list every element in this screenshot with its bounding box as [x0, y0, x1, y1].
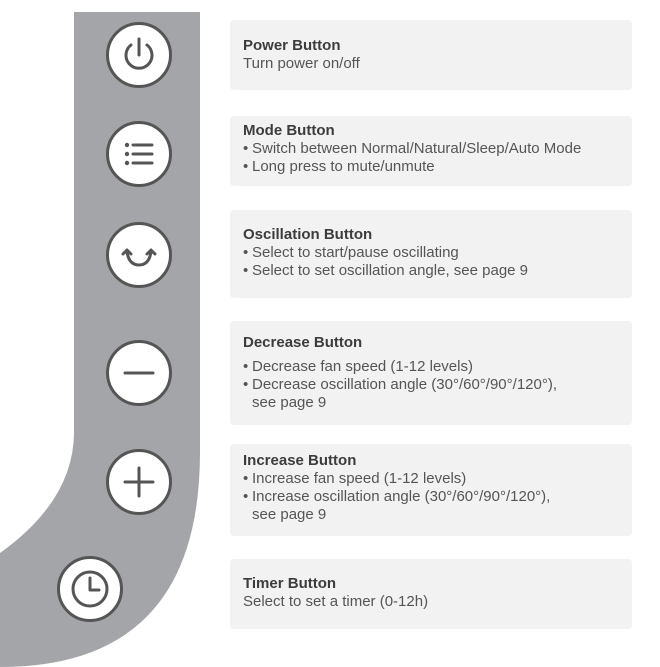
- timer-title: Timer Button: [243, 575, 337, 592]
- decrease-description-card: [230, 321, 632, 425]
- increase-bullet-list: [243, 470, 622, 524]
- oscillation-title: Oscillation Button: [243, 226, 373, 243]
- timer-description-card: [230, 559, 632, 629]
- list-icon: [118, 133, 160, 175]
- list-item: • Select to start/pause oscillating: [243, 244, 622, 262]
- mode-description-card: [230, 116, 632, 186]
- decrease-button[interactable]: [106, 340, 172, 406]
- minus-icon: [118, 352, 160, 394]
- list-item: • Decrease fan speed (1-12 levels): [243, 358, 622, 376]
- increase-button[interactable]: [106, 449, 172, 515]
- power-text: Turn power on/off: [243, 55, 360, 72]
- plus-icon: [118, 461, 160, 503]
- clock-icon: [67, 566, 113, 612]
- timer-button[interactable]: [57, 556, 123, 622]
- list-item: • Increase oscillation angle (30°/60°/90°/120°),: [243, 488, 622, 506]
- power-description-card: [230, 20, 632, 90]
- power-button[interactable]: [106, 22, 172, 88]
- power-icon: [118, 34, 160, 76]
- list-item: • Select to set oscillation angle, see page 9: [243, 262, 622, 280]
- oscillation-button[interactable]: [106, 222, 172, 288]
- mode-bullet-list: [243, 140, 622, 176]
- oscillation-description-card: [230, 210, 632, 298]
- decrease-title: Decrease Button: [243, 334, 363, 351]
- increase-title: Increase Button: [243, 452, 357, 469]
- oscillation-icon: [118, 234, 160, 276]
- list-item-continuation: see page 9: [252, 506, 327, 523]
- list-item: • Increase fan speed (1-12 levels): [243, 470, 622, 488]
- mode-title: Mode Button: [243, 122, 335, 139]
- decrease-bullet-list: [243, 358, 622, 412]
- power-title: Power Button: [243, 37, 341, 54]
- oscillation-bullet-list: [243, 244, 622, 280]
- list-item: • Decrease oscillation angle (30°/60°/90°/120°),: [243, 376, 622, 394]
- increase-description-card: [230, 444, 632, 536]
- list-item: • Long press to mute/unmute: [243, 158, 622, 176]
- list-item-continuation: see page 9: [252, 394, 327, 411]
- timer-text: Select to set a timer (0-12h): [243, 593, 429, 610]
- list-item: • Switch between Normal/Natural/Sleep/Auto Mode: [243, 140, 622, 158]
- mode-button[interactable]: [106, 121, 172, 187]
